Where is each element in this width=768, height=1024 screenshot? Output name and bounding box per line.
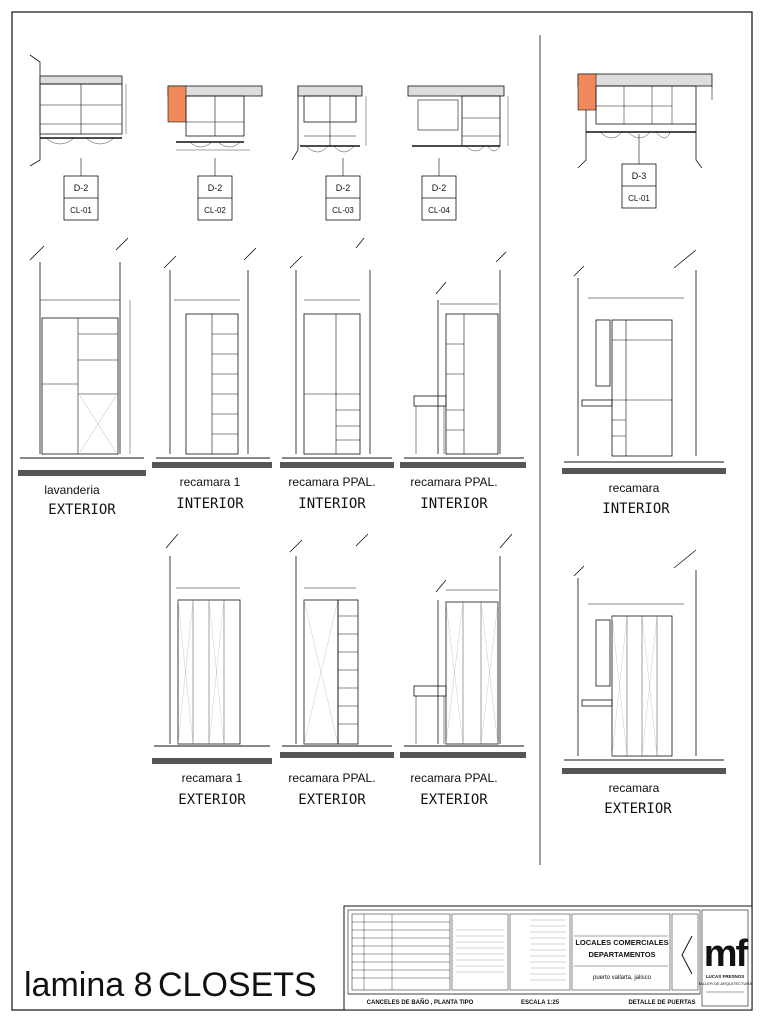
elevation-room-label: recamara: [608, 781, 660, 795]
elevation-recamara-interior: [562, 250, 726, 474]
title-block: [344, 906, 752, 1010]
elevation-side-label: EXTERIOR: [298, 792, 366, 808]
hatched-column: [578, 74, 596, 110]
elevation-recamara1-interior: [152, 248, 272, 468]
plan-tag-door: D-2: [207, 183, 223, 193]
elevation-room-label: recamara PPAL.: [288, 475, 376, 489]
plan-tag-2: [198, 158, 232, 220]
sheet-title: CLOSETS: [158, 966, 317, 1004]
plan-tag-door: D-2: [335, 183, 351, 193]
project-name-line2: DEPARTAMENTOS: [588, 950, 656, 959]
elevation-recamara-ppal-exterior-1: [280, 534, 394, 758]
plan-view-1: [30, 55, 126, 166]
plan-view-4: [408, 86, 508, 151]
plan-view-2: [168, 86, 262, 150]
elevation-side-label: EXTERIOR: [604, 801, 672, 817]
plan-tag-code: CL-01: [628, 194, 650, 203]
plan-view-3: [292, 86, 366, 160]
plan-tag-door: D-2: [73, 183, 89, 193]
plan-tag-3: [326, 158, 360, 220]
plan-tag-code: CL-02: [204, 206, 226, 215]
lamina-number: lamina 8: [24, 966, 153, 1004]
elevation-side-label: EXTERIOR: [48, 502, 116, 518]
elevation-lavanderia-exterior: [18, 238, 146, 476]
plan-tag-1: [64, 158, 98, 220]
elevation-side-label: INTERIOR: [176, 496, 244, 512]
footer-sheet-name: CANCELES DE BAÑO , PLANTA TIPO: [366, 1000, 474, 1006]
footer-scale: ESCALA 1:25: [520, 1000, 560, 1006]
firm-name-line1: LUCAS FRESNOS: [705, 974, 745, 979]
elevation-recamara-ppal-exterior-2: [400, 534, 526, 758]
plan-tag-5: [622, 134, 656, 208]
elevation-room-label: recamara PPAL.: [410, 771, 498, 785]
elevation-side-label: INTERIOR: [298, 496, 366, 512]
plan-tag-4: [422, 158, 456, 220]
elevation-recamara1-exterior: [152, 534, 272, 764]
elevation-room-label: recamara PPAL.: [410, 475, 498, 489]
plan-tag-code: CL-01: [70, 206, 92, 215]
elevation-room-label: lavanderia: [44, 483, 100, 497]
elevation-room-label: recamara 1: [179, 475, 241, 489]
elevation-side-label: EXTERIOR: [420, 792, 488, 808]
firm-logo: mf: [703, 933, 747, 975]
elevation-side-label: EXTERIOR: [178, 792, 246, 808]
elevation-room-label: recamara: [608, 481, 660, 495]
plan-view-5: [578, 74, 712, 168]
footer-detail: DETALLE DE PUERTAS: [628, 1000, 696, 1006]
firm-name-line2: TALLER DE ARQUITECTURA: [698, 981, 752, 986]
plan-tag-code: CL-04: [428, 206, 450, 215]
elevation-side-label: INTERIOR: [602, 501, 670, 517]
elevation-recamara-ppal-interior-2: [400, 252, 526, 468]
plan-tag-door: D-2: [431, 183, 447, 193]
elevation-recamara-exterior: [562, 550, 726, 774]
plan-tag-door: D-3: [631, 171, 647, 181]
elevation-room-label: recamara 1: [181, 771, 243, 785]
elevation-room-label: recamara PPAL.: [288, 771, 376, 785]
hatched-column: [168, 86, 186, 122]
elevation-recamara-ppal-interior-1: [280, 238, 394, 468]
plan-tag-code: CL-03: [332, 206, 354, 215]
project-location: puerto vallarta, jalisco: [592, 975, 652, 981]
project-name-line1: LOCALES COMERCIALES: [575, 938, 669, 947]
elevation-side-label: INTERIOR: [420, 496, 488, 512]
